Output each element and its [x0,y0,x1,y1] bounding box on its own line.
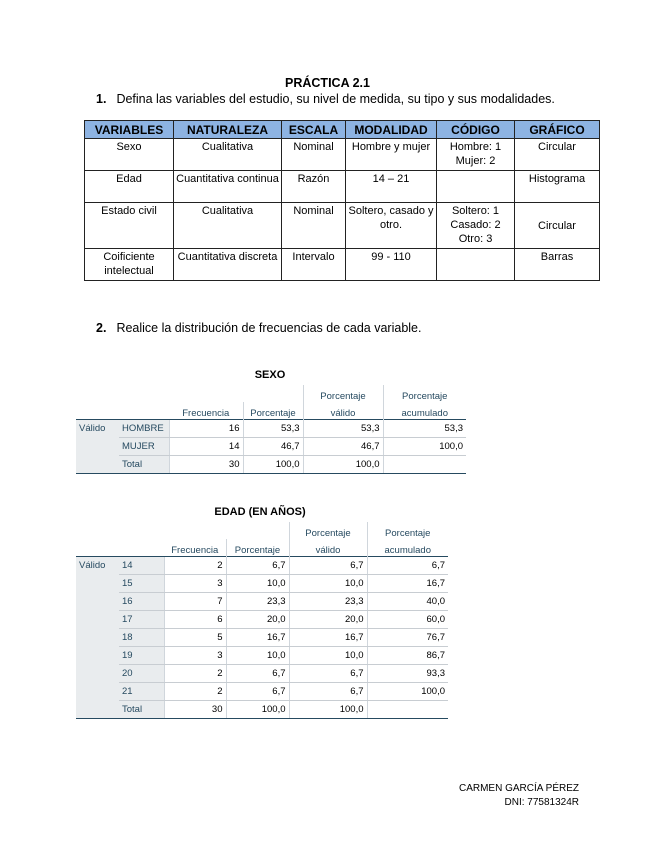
author-name: CARMEN GARCÍA PÉREZ [458,783,579,794]
cell-porcentaje: 6,7 [226,665,289,683]
cell-acumulado: 93,3 [367,665,448,683]
row-category: 19 [119,647,164,665]
question-1-number: 1. [96,92,107,106]
question-1 [96,92,555,106]
row-category: 14 [119,557,164,575]
cell-porcentaje: 10,0 [226,575,289,593]
cell-modalidad: Hombre y mujer [346,139,437,171]
cell-valido: 23,3 [289,593,367,611]
cell-variable: Edad [85,171,174,203]
sexo-header-acum-2: acumulado [383,402,466,420]
sexo-table-title: SEXO [254,369,286,381]
cell-acumulado: 76,7 [367,629,448,647]
edad-header-frecuencia: Frecuencia [171,545,219,556]
cell-acumulado: 6,7 [367,557,448,575]
sexo-header-acum-1: Porcentaje [383,385,466,402]
table-row [76,647,448,665]
cell-porcentaje: 16,7 [226,629,289,647]
variables-header-row [85,121,600,139]
variables-table [84,120,600,281]
cell-frecuencia: 2 [164,683,226,701]
row-category: 17 [119,611,164,629]
header-escala: ESCALA [282,121,346,139]
cell-codigo [437,171,515,203]
edad-header-valido-2: válido [289,539,367,557]
cell-modalidad: 14 – 21 [346,171,437,203]
edad-header-porcentaje: Porcentaje [226,539,289,557]
sexo-group-label: Válido [76,420,119,438]
row-category: Total [119,701,164,719]
cell-acumulado [383,456,466,474]
row-category: 20 [119,665,164,683]
cell-frecuencia: 14 [169,438,243,456]
cell-valido: 53,3 [303,420,383,438]
cell-valido: 20,0 [289,611,367,629]
edad-frequency-table [76,522,448,719]
cell-porcentaje: 100,0 [226,701,289,719]
cell-valido: 100,0 [289,701,367,719]
cell-escala: Nominal [282,203,346,249]
row-category: 18 [119,629,164,647]
table-row [76,593,448,611]
cell-acumulado: 53,3 [383,420,466,438]
cell-valido: 6,7 [289,665,367,683]
cell-frecuencia: 3 [164,647,226,665]
header-grafico: GRÁFICO [515,121,600,139]
cell-acumulado: 40,0 [367,593,448,611]
cell-frecuencia: 2 [164,665,226,683]
cell-codigo: Hombre: 1 Mujer: 2 [437,139,515,171]
row-category: Total [119,456,169,474]
cell-acumulado: 86,7 [367,647,448,665]
edad-header-acum-2: acumulado [367,539,448,557]
table-row [85,171,600,203]
sexo-header-frecuencia: Frecuencia [182,408,230,419]
cell-frecuencia: 2 [164,557,226,575]
cell-porcentaje: 10,0 [226,647,289,665]
cell-naturaleza: Cualitativa [174,203,282,249]
edad-header-valido-1: Porcentaje [289,522,367,539]
cell-porcentaje: 6,7 [226,557,289,575]
cell-acumulado: 60,0 [367,611,448,629]
row-category: 16 [119,593,164,611]
table-row [76,456,466,474]
cell-naturaleza: Cuantitativa continua [174,171,282,203]
cell-porcentaje: 23,3 [226,593,289,611]
table-row [85,139,600,171]
cell-frecuencia: 5 [164,629,226,647]
cell-escala: Razón [282,171,346,203]
cell-porcentaje: 46,7 [243,438,303,456]
cell-frecuencia: 30 [169,456,243,474]
cell-grafico: Histograma [515,171,600,203]
cell-naturaleza: Cuantitativa discreta [174,249,282,281]
table-row [76,629,448,647]
cell-variable: Estado civil [85,203,174,249]
author-dni: DNI: 77581324R [504,797,579,808]
header-variables: VARIABLES [85,121,174,139]
row-category: HOMBRE [119,420,169,438]
cell-porcentaje: 6,7 [226,683,289,701]
cell-valido: 10,0 [289,575,367,593]
table-row [76,557,448,575]
table-row [76,575,448,593]
cell-variable: Sexo [85,139,174,171]
cell-acumulado: 16,7 [367,575,448,593]
cell-acumulado: 100,0 [367,683,448,701]
question-2-number: 2. [96,321,107,335]
cell-codigo [437,249,515,281]
table-row [76,420,466,438]
cell-valido: 6,7 [289,557,367,575]
cell-variable: Coificiente intelectual [85,249,174,281]
cell-frecuencia: 7 [164,593,226,611]
header-codigo: CÓDIGO [437,121,515,139]
cell-frecuencia: 30 [164,701,226,719]
cell-modalidad: Soltero, casado y otro. [346,203,437,249]
table-row [76,611,448,629]
edad-header-acum-1: Porcentaje [367,522,448,539]
sexo-frequency-table [76,385,466,474]
cell-porcentaje: 53,3 [243,420,303,438]
sexo-header-porcentaje: Porcentaje [243,402,303,420]
question-1-text: Defina las variables del estudio, su nivel de medida, su tipo y sus modalidades. [116,92,555,106]
cell-frecuencia: 6 [164,611,226,629]
cell-porcentaje: 20,0 [226,611,289,629]
cell-frecuencia: 16 [169,420,243,438]
cell-valido: 46,7 [303,438,383,456]
sexo-header-valido-1: Porcentaje [303,385,383,402]
edad-table-title: EDAD (EN AÑOS) [214,506,306,518]
cell-grafico: Circular [515,139,600,171]
cell-frecuencia: 3 [164,575,226,593]
table-row [76,683,448,701]
header-modalidad: MODALIDAD [346,121,437,139]
cell-modalidad: 99 - 110 [346,249,437,281]
cell-grafico: Circular [515,203,600,249]
table-row [85,203,600,249]
row-category: MUJER [119,438,169,456]
page-title: PRÁCTICA 2.1 [285,76,370,90]
cell-naturaleza: Cualitativa [174,139,282,171]
cell-valido: 10,0 [289,647,367,665]
table-row [76,438,466,456]
table-row [76,665,448,683]
cell-acumulado [367,701,448,719]
cell-acumulado: 100,0 [383,438,466,456]
question-2 [96,321,421,335]
row-category: 15 [119,575,164,593]
header-naturaleza: NATURALEZA [174,121,282,139]
cell-porcentaje: 100,0 [243,456,303,474]
row-category: 21 [119,683,164,701]
cell-codigo: Soltero: 1 Casado: 2 Otro: 3 [437,203,515,249]
table-row [85,249,600,281]
cell-escala: Intervalo [282,249,346,281]
table-row [76,701,448,719]
cell-escala: Nominal [282,139,346,171]
sexo-header-valido-2: válido [303,402,383,420]
edad-group-label: Válido [76,557,119,575]
cell-valido: 6,7 [289,683,367,701]
signature [459,782,579,810]
cell-valido: 100,0 [303,456,383,474]
question-2-text: Realice la distribución de frecuencias de cada variable. [116,321,422,335]
cell-valido: 16,7 [289,629,367,647]
cell-grafico: Barras [515,249,600,281]
